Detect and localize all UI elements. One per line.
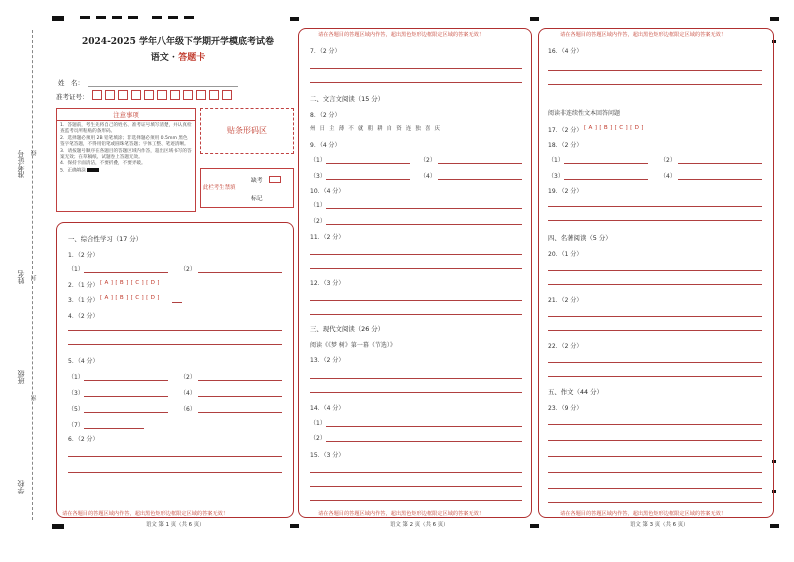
sub-label: （3） [310, 173, 326, 180]
question-label: 3．（1 分） [68, 297, 99, 304]
section-title: 二、文言文阅读（15 分） [310, 95, 385, 103]
answer-line[interactable] [564, 179, 648, 180]
note-item: 2．选择题必须用 2B 铅笔填涂；非选择题必须用 0.5mm 黑色签字笔答题，不得用铅笔或圆珠笔答题；字体工整、笔迹清晰。 [60, 135, 189, 148]
question-label: 6．（2 分） [68, 436, 99, 443]
sub-label: （2） [310, 435, 326, 442]
answer-line[interactable] [84, 412, 168, 413]
answer-line[interactable] [548, 316, 762, 317]
registration-mark [168, 16, 178, 19]
barcode-box [200, 108, 294, 154]
sub-label: （2） [420, 157, 436, 164]
answer-line[interactable] [198, 412, 282, 413]
answer-line[interactable] [564, 163, 648, 164]
answer-line[interactable] [68, 330, 282, 331]
essay-line[interactable] [548, 488, 762, 489]
question-label: 8．（2 分） [310, 112, 341, 119]
choice-options[interactable]: [ A ] [ B ] [ C ] [ D ] [100, 295, 160, 301]
answer-panel-1 [56, 222, 294, 518]
essay-line[interactable] [548, 502, 762, 503]
sub-label: （1） [68, 374, 84, 381]
cut-mark-line: 线 [31, 150, 38, 156]
question-label: 5．（4 分） [68, 358, 99, 365]
cut-mark-seal: 封 [31, 275, 38, 281]
sub-label: （4） [180, 390, 196, 397]
absent-note: 此栏考生禁填 [203, 185, 236, 191]
answer-line[interactable] [326, 426, 522, 427]
registration-mark [96, 16, 106, 19]
question-label: 1．（2 分） [68, 252, 99, 259]
answer-line[interactable] [548, 84, 762, 85]
id-box[interactable] [183, 90, 193, 100]
answer-line[interactable] [310, 472, 522, 473]
sub-label: （1） [310, 202, 326, 209]
essay-line[interactable] [548, 456, 762, 457]
answer-line[interactable] [548, 70, 762, 71]
question-label: 10．（4 分） [310, 188, 345, 195]
answer-line[interactable] [84, 380, 168, 381]
question-label: 19．（2 分） [548, 188, 583, 195]
answer-line[interactable] [326, 208, 522, 209]
page-footer: 语文 第 2 页（共 6 页） [390, 522, 449, 528]
cut-mark-secret: 密 [31, 395, 38, 401]
answer-line[interactable] [310, 486, 522, 487]
answer-line[interactable] [198, 380, 282, 381]
answer-line[interactable] [438, 163, 522, 164]
side-label-class: 班级 [17, 370, 25, 384]
sub-label: （2） [660, 157, 676, 164]
sub-label: （1） [310, 420, 326, 427]
registration-mark [290, 17, 299, 21]
sub-label: （1） [68, 266, 84, 273]
page-footer: 语文 第 1 页（共 6 页） [146, 522, 205, 528]
sub-label: （5） [68, 406, 84, 413]
exam-title: 2024-2025 学年八年级下学期开学模底考试卷 [82, 37, 274, 47]
notes-title: 注意事项 [57, 109, 195, 121]
id-box[interactable] [144, 90, 154, 100]
answer-line[interactable] [548, 284, 762, 285]
id-box[interactable] [222, 90, 232, 100]
section-title: 五、作文（44 分） [548, 388, 603, 396]
absent-checkbox[interactable] [269, 176, 281, 183]
absent-mark-label: 标记 [251, 196, 263, 202]
question-label: 20．（1 分） [548, 251, 583, 258]
sub-label: （3） [68, 390, 84, 397]
id-box[interactable] [131, 90, 141, 100]
answer-line[interactable] [84, 272, 168, 273]
essay-line[interactable] [548, 440, 762, 441]
answer-line[interactable] [326, 441, 522, 442]
sub-label: （2） [180, 374, 196, 381]
answer-line[interactable] [172, 302, 182, 303]
registration-mark [530, 17, 539, 21]
answer-line[interactable] [68, 456, 282, 457]
name-field[interactable] [88, 86, 238, 87]
answer-line[interactable] [310, 314, 522, 315]
registration-mark [152, 16, 162, 19]
id-box[interactable] [118, 90, 128, 100]
question-label: 22．（2 分） [548, 343, 583, 350]
note-item-fill-example: 5．正确填涂 [60, 168, 192, 175]
registration-mark [530, 524, 539, 528]
registration-mark [128, 16, 138, 19]
choice-options[interactable]: [ A ] [ B ] [ C ] [ D ] [584, 125, 644, 131]
absent-box [200, 168, 294, 208]
side-label-school: 学校 [17, 480, 25, 494]
registration-mark [80, 16, 90, 19]
registration-mark [290, 524, 299, 528]
question-label: 23．（9 分） [548, 405, 583, 412]
answer-line[interactable] [310, 268, 522, 269]
barcode-label: 贴条形码区 [227, 126, 267, 135]
essay-line[interactable] [548, 472, 762, 473]
absent-label: 缺考 [251, 178, 263, 184]
question-label: 18．（2 分） [548, 142, 583, 149]
choice-options[interactable]: [ A ] [ B ] [ C ] [ D ] [100, 280, 160, 286]
answer-line[interactable] [548, 376, 762, 377]
sub-label: （1） [310, 157, 326, 164]
question-label: 14．（4 分） [310, 405, 345, 412]
page-footer: 语文 第 3 页（共 6 页） [630, 522, 689, 528]
registration-mark [52, 16, 64, 21]
answer-line[interactable] [310, 254, 522, 255]
section-title: 一、综合性学习（17 分） [68, 235, 143, 243]
notes-box [56, 108, 196, 212]
panel-warning-banner: 请在各题目的答题区域内作答，超出黑色矩形边框限定区域的答案无效！ [318, 32, 485, 38]
question-label: 11．（2 分） [310, 234, 345, 241]
question-label: 13．（2 分） [310, 357, 345, 364]
answer-line[interactable] [326, 224, 522, 225]
answer-line[interactable] [438, 179, 522, 180]
answer-line[interactable] [548, 362, 762, 363]
q8-text: 州 日 主 薄 不 就 朝 耕 自 资 连 独 喜 庆 [310, 126, 440, 132]
essay-line[interactable] [548, 424, 762, 425]
section-title: 三、现代文阅读（26 分） [310, 325, 385, 333]
answer-line[interactable] [548, 206, 762, 207]
answer-line[interactable] [310, 500, 522, 501]
sub-label: （4） [420, 173, 436, 180]
side-label-id: 准考证号 [17, 150, 25, 178]
reading-title: 阅读《《梦 树》第一幕（节选）》 [310, 342, 396, 349]
answer-line[interactable] [84, 396, 168, 397]
answer-line[interactable] [198, 396, 282, 397]
answer-line[interactable] [326, 179, 410, 180]
answer-line[interactable] [678, 163, 762, 164]
sub-label: （4） [660, 173, 676, 180]
panel-warning-banner: 请在各题目的答题区域内作答，超出黑色矩形边框限定区域的答案无效！ [560, 511, 727, 517]
reading-title: 阅读非连续性文本回答问题 [548, 110, 621, 117]
panel-warning-banner: 请在各题目的答题区域内作答，超出黑色矩形边框限定区域的答案无效！ [560, 32, 727, 38]
registration-mark [112, 16, 122, 19]
section-title: 四、名著阅读（5 分） [548, 234, 612, 242]
note-item: 4．保持卡面清洁，不要折叠，不要弄破。 [60, 161, 146, 167]
note-item: 3．请按题号顺序在各题目的答题区域内作答，超出区域书写的答案无效；在草稿纸、试题卷上答题无效。 [60, 148, 192, 161]
question-label: 15．（3 分） [310, 452, 345, 459]
id-box[interactable] [92, 90, 102, 100]
question-label: 12．（3 分） [310, 280, 345, 287]
answer-line[interactable] [678, 179, 762, 180]
question-label: 17．（2 分） [548, 127, 583, 134]
answer-line[interactable] [548, 220, 762, 221]
side-label-name: 姓名 [17, 270, 25, 284]
answer-line[interactable] [310, 300, 522, 301]
sub-label: （7） [68, 422, 84, 429]
question-label: 16．（4 分） [548, 48, 583, 55]
name-label: 姓 名： [58, 79, 84, 87]
question-label: 2．（1 分） [68, 282, 99, 289]
answer-line[interactable] [326, 163, 410, 164]
answer-line[interactable] [548, 330, 762, 331]
sub-label: （6） [180, 406, 196, 413]
registration-mark [770, 17, 779, 21]
sub-label: （1） [548, 157, 564, 164]
sub-label: （2） [180, 266, 196, 273]
answer-line[interactable] [68, 472, 282, 473]
answer-line[interactable] [548, 270, 762, 271]
answer-line[interactable] [84, 428, 144, 429]
subject-line [66, 50, 290, 63]
id-label: 准考证号： [56, 93, 89, 101]
question-label: 21．（2 分） [548, 297, 583, 304]
answer-line[interactable] [310, 378, 522, 379]
question-label: 4．（2 分） [68, 313, 99, 320]
answer-panel-3 [538, 28, 774, 518]
answer-line[interactable] [68, 344, 282, 345]
sub-label: （3） [548, 173, 564, 180]
id-box[interactable] [196, 90, 206, 100]
note-item: 1．答题前，考生先将自己的姓名、准考证号填写清楚，并认真检查监考员所粘贴的条形码。 [60, 123, 192, 135]
registration-mark [184, 16, 194, 19]
id-box[interactable] [170, 90, 180, 100]
answer-line[interactable] [310, 82, 522, 83]
panel-warning-banner: 请在各题目的答题区域内作答，超出黑色矩形边框限定区域的答案无效！ [318, 511, 485, 517]
registration-mark [52, 524, 64, 529]
id-box[interactable] [209, 90, 219, 100]
answer-line[interactable] [198, 272, 282, 273]
sheet-label: 答题卡 [178, 53, 206, 63]
panel-warning-banner: 请在各题目的答题区域内作答，超出黑色矩形边框限定区域的答案无效！ [62, 511, 229, 517]
id-box[interactable] [105, 90, 115, 100]
answer-line[interactable] [310, 68, 522, 69]
separator: · [171, 53, 176, 63]
subject: 语文 [150, 53, 169, 63]
sub-label: （2） [310, 218, 326, 225]
answer-line[interactable] [310, 392, 522, 393]
id-box[interactable] [157, 90, 167, 100]
registration-mark [770, 524, 779, 528]
question-label: 7．（2 分） [310, 48, 341, 55]
question-label: 9．（4 分） [310, 142, 341, 149]
